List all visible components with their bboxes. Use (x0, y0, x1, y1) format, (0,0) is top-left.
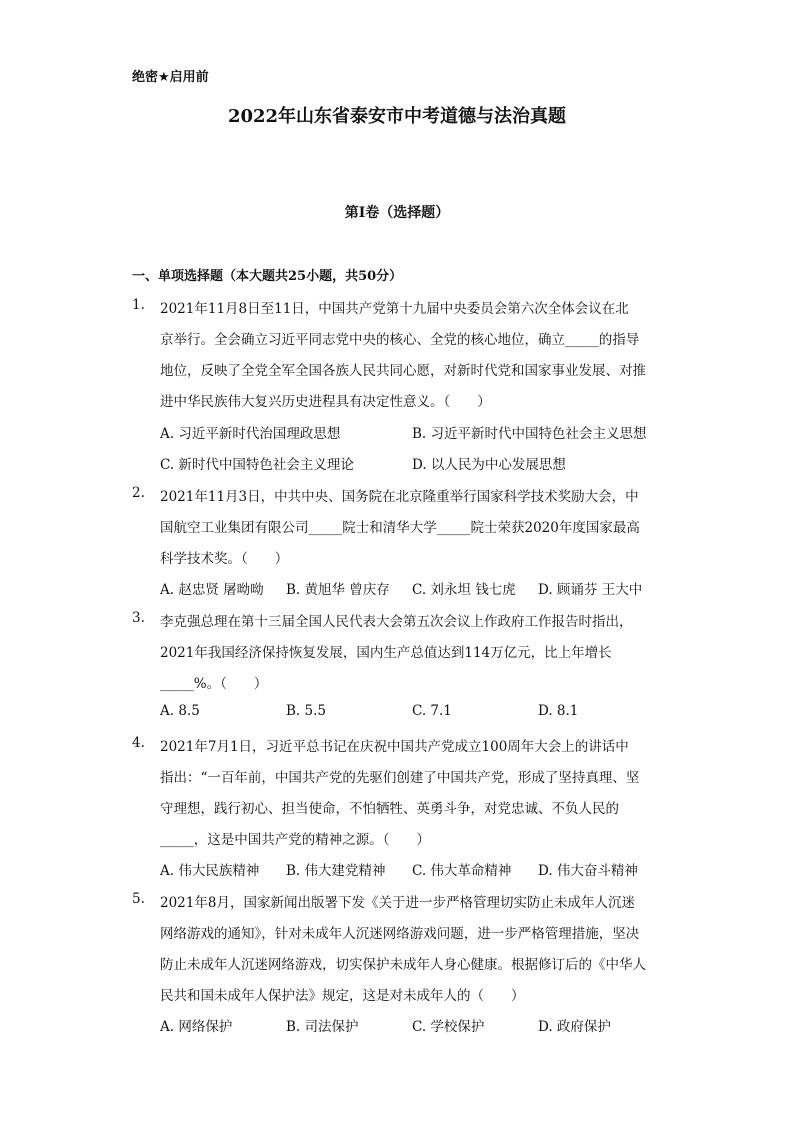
question-number: 4. (132, 735, 145, 751)
question-text-line: 防止未成年人沉迷网络游戏，切实保护未成年人身心健康。根据修订后的《中华人 (160, 957, 646, 973)
question-text-line: 2021年11月8日至11日，中国共产党第十九届中央委员会第六次全体会议在北 (160, 301, 629, 317)
question-text-line: 国航空工业集团有限公司_____院士和清华大学_____院士荣获2020年度国家最高 (160, 520, 640, 536)
confidentiality-mark: 绝密★启用前 (132, 70, 209, 85)
option-d: D. 以人民为中心发展思想 (412, 457, 566, 473)
question-text-line: 地位，反映了全党全军全国各族人民共同心愿，对新时代党和国家事业发展、对推 (160, 363, 646, 379)
option-c: C. 新时代中国特色社会主义理论 (160, 457, 354, 473)
option-c: C. 7.1 (412, 703, 452, 719)
question-text-line: 2021年8月，国家新闻出版署下发《关于进一步严格管理切实防止未成年人沉迷 (160, 895, 635, 911)
option-a: A. 8.5 (160, 703, 200, 719)
question-text-line: 网络游戏的通知》，针对未成年人沉迷网络游戏问题，进一步严格管理措施，坚决 (160, 926, 640, 942)
question-text-line: 李克强总理在第十三届全国人民代表大会第五次会议上作政府工作报告时指出， (160, 614, 633, 630)
question-text-line: _____，这是中国共产党的精神之源。（ ） (160, 832, 430, 848)
exam-title: 2022年山东省泰安市中考道德与法治真题 (227, 106, 567, 127)
section-heading: 一、单项选择题（本大题共25小题，共50分） (132, 269, 403, 284)
volume-heading: 第I卷（选择题） (344, 205, 450, 221)
option-b: B. 黄旭华 曾庆存 (286, 582, 390, 598)
question-text-line: 科学技术奖。（ ） (160, 551, 289, 567)
question-number: 2. (132, 485, 145, 501)
option-a: A. 伟大民族精神 (160, 863, 260, 879)
option-b: B. 司法保护 (286, 1019, 359, 1035)
question-text-line: 进中华民族伟大复兴历史进程具有决定性意义。（ ） (160, 394, 491, 410)
option-d: D. 8.1 (538, 703, 579, 719)
option-a: A. 习近平新时代治国理政思想 (160, 426, 341, 442)
option-a: A. 赵忠贤 屠呦呦 (160, 582, 264, 598)
option-b: B. 5.5 (286, 703, 326, 719)
question-number: 3. (132, 610, 145, 626)
option-a: A. 网络保护 (160, 1019, 233, 1035)
option-d: D. 政府保护 (538, 1019, 611, 1035)
option-b: B. 伟大建党精神 (286, 863, 386, 879)
question-text-line: 2021年11月3日，中共中央、国务院在北京隆重举行国家科学技术奖励大会，中 (160, 489, 639, 505)
question-text-line: _____%。（ ） (160, 676, 268, 692)
question-text-line: 2021年我国经济保持恢复发展，国内生产总值达到114万亿元，比上年增长 (160, 645, 612, 661)
option-d: D. 伟大奋斗精神 (538, 863, 638, 879)
option-c: C. 学校保护 (412, 1019, 485, 1035)
option-b: B. 习近平新时代中国特色社会主义思想 (412, 426, 647, 442)
question-number: 1. (132, 297, 145, 313)
option-c: C. 伟大革命精神 (412, 863, 512, 879)
question-number: 5. (132, 891, 145, 907)
question-text-line: 2021年7月1日，习近平总书记在庆祝中国共产党成立100周年大会上的讲话中 (160, 739, 629, 755)
question-text-line: 民共和国未成年人保护法》规定，这是对未成年人的（ ） (160, 988, 525, 1004)
question-text-line: 守理想，践行初心、担当使命，不怕牺牲、英勇斗争，对党忠诚、不负人民的 (160, 801, 619, 817)
question-text-line: 京举行。全会确立习近平同志党中央的核心、全党的核心地位，确立_____的指导 (160, 332, 640, 348)
option-c: C. 刘永坦 钱七虎 (412, 582, 516, 598)
question-text-line: 指出：“一百年前，中国共产党的先驱们创建了中国共产党，形成了坚持真理、坚 (160, 770, 640, 786)
option-d: D. 顾诵芬 王大中 (538, 582, 643, 598)
